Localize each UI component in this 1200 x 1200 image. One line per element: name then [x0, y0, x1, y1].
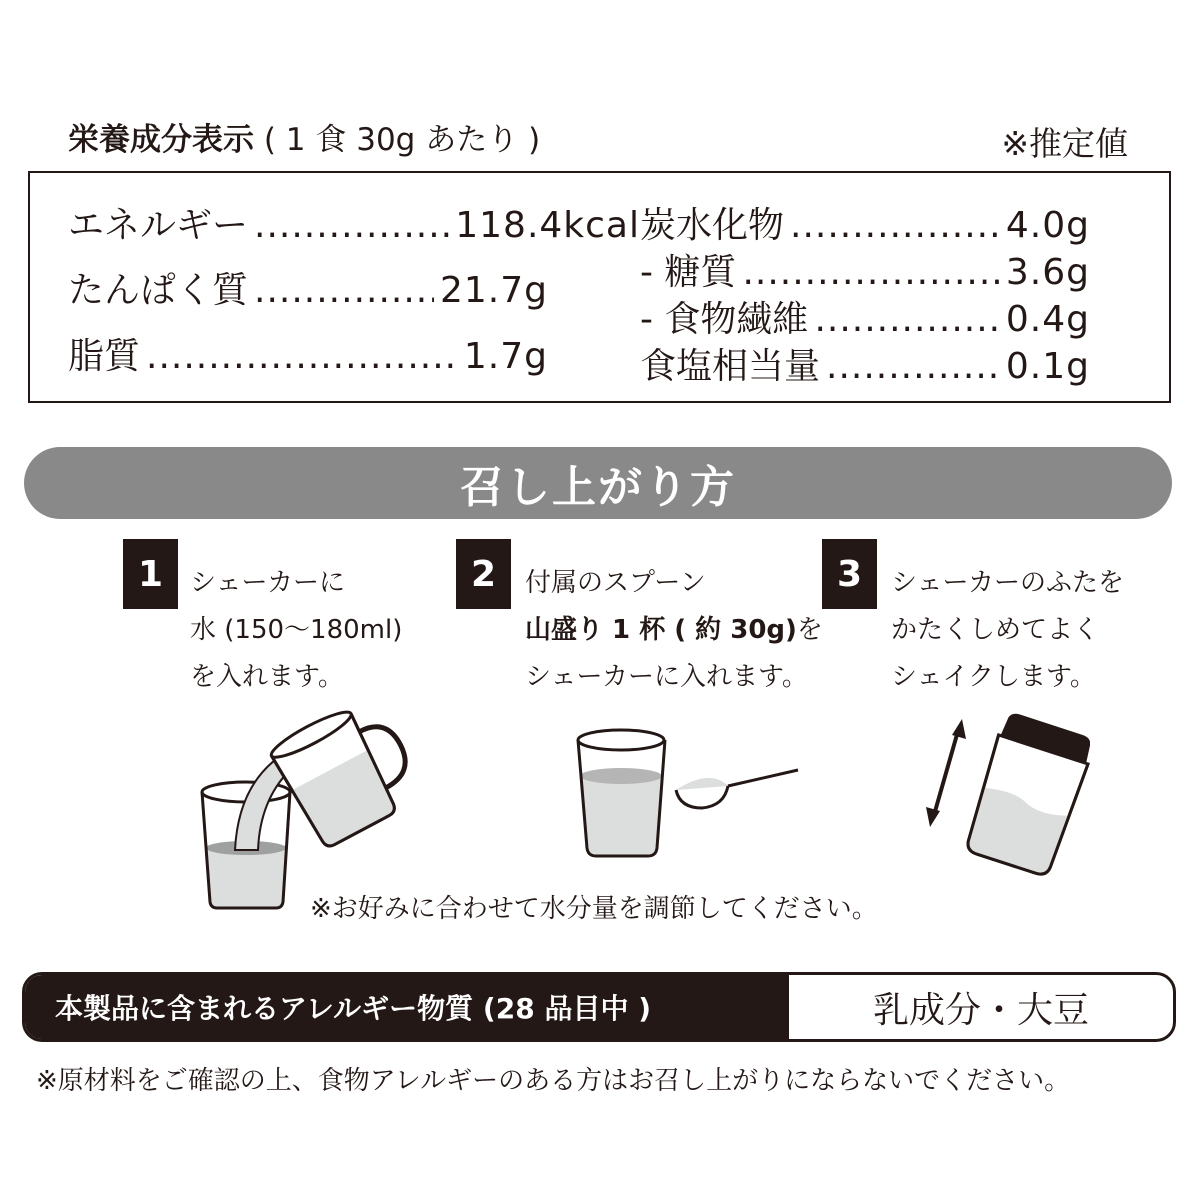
allergy-box	[22, 972, 1176, 1042]
nutrition-row-energy	[68, 197, 640, 248]
nutrient-name: 炭水化物	[640, 205, 785, 246]
step-3-line-1: シェーカーのふたを	[891, 568, 1124, 598]
step-2-line-1: 付属のスプーン	[525, 568, 706, 598]
estimate-note: ※推定値	[1001, 124, 1128, 163]
nutrient-value: 0.1g	[1005, 346, 1090, 387]
step-1-line-3: を入れます。	[190, 662, 344, 692]
nutrient-value: 3.6g	[1005, 252, 1090, 293]
leader-dots	[826, 346, 1000, 387]
nutrient-name: - 糖質	[640, 252, 737, 293]
nutrient-value: 4.0g	[1005, 205, 1090, 246]
shaker-illustration	[920, 705, 1090, 890]
leader-dots	[790, 205, 1000, 246]
nutrient-name: 食塩相当量	[640, 346, 821, 387]
step-1-number: 1	[123, 539, 178, 609]
leader-dots	[254, 205, 449, 246]
spoon-icon	[676, 770, 798, 808]
step-2-text	[525, 560, 823, 701]
howto-title-bar: 召し上がり方	[24, 447, 1172, 519]
allergy-note: ※原材料をご確認の上、食物アレルギーのある方はお召し上がりにならないでください。	[36, 1066, 1071, 1096]
step-2-number: 2	[456, 539, 511, 609]
step-3-number: 3	[822, 539, 877, 609]
step-3-line-2: かたくしめてよく	[891, 615, 1100, 645]
step-2-particle: を	[796, 615, 823, 645]
nutrient-name: 脂質	[68, 336, 141, 377]
nutrient-value: 21.7g	[439, 270, 548, 311]
leader-dots	[254, 270, 434, 311]
nutrition-title-serving: ( 1 食 30g あたり )	[254, 122, 541, 158]
step-3-text	[891, 560, 1124, 701]
nutrition-title-main: 栄養成分表示	[68, 122, 254, 158]
step-2-amount: 山盛り 1 杯 ( 約 30g)	[525, 615, 797, 645]
nutrition-row-protein	[68, 262, 548, 313]
pouring-water-illustration	[180, 690, 420, 920]
nutrient-value: 1.7g	[463, 336, 548, 377]
step-2-line-3: シェーカーに入れます。	[525, 662, 808, 692]
nutrition-row-fiber	[640, 291, 1090, 342]
nutrition-row-carbohydrate	[640, 197, 1090, 248]
nutrition-row-fat	[68, 328, 548, 379]
nutrition-title	[68, 114, 540, 159]
leader-dots	[146, 336, 458, 377]
nutrient-value: 118.4kcal	[455, 205, 640, 246]
nutrient-value: 0.4g	[1005, 299, 1090, 340]
nutrition-table	[28, 171, 1171, 403]
pitcher-icon	[267, 692, 420, 851]
step-2-line-2	[525, 607, 823, 654]
glass-and-spoon-illustration	[570, 720, 810, 865]
allergy-value: 乳成分・大豆	[872, 989, 1089, 1031]
nutrition-row-salt	[640, 338, 1090, 389]
step-1-text	[190, 560, 402, 701]
nutrient-name: - 食物繊維	[640, 299, 809, 340]
step-1-line-1: シェーカーに	[190, 568, 345, 598]
glass-icon	[578, 730, 665, 856]
leader-dots	[742, 252, 999, 293]
nutrient-name: エネルギー	[68, 205, 249, 246]
leader-dots	[814, 299, 999, 340]
allergy-label: 本製品に含まれるアレルギー物質 (28 品目中 )	[25, 975, 789, 1039]
nutrition-row-sugar	[640, 244, 1090, 295]
double-arrow-icon	[926, 719, 966, 827]
nutrient-name: たんぱく質	[68, 270, 249, 311]
step-3-line-3: シェイクします。	[891, 662, 1096, 692]
shaker-icon	[962, 710, 1090, 878]
step-1-line-2: 水 (150〜180ml)	[190, 615, 403, 645]
water-adjust-note: ※お好みに合わせて水分量を調節してください。	[310, 894, 878, 924]
